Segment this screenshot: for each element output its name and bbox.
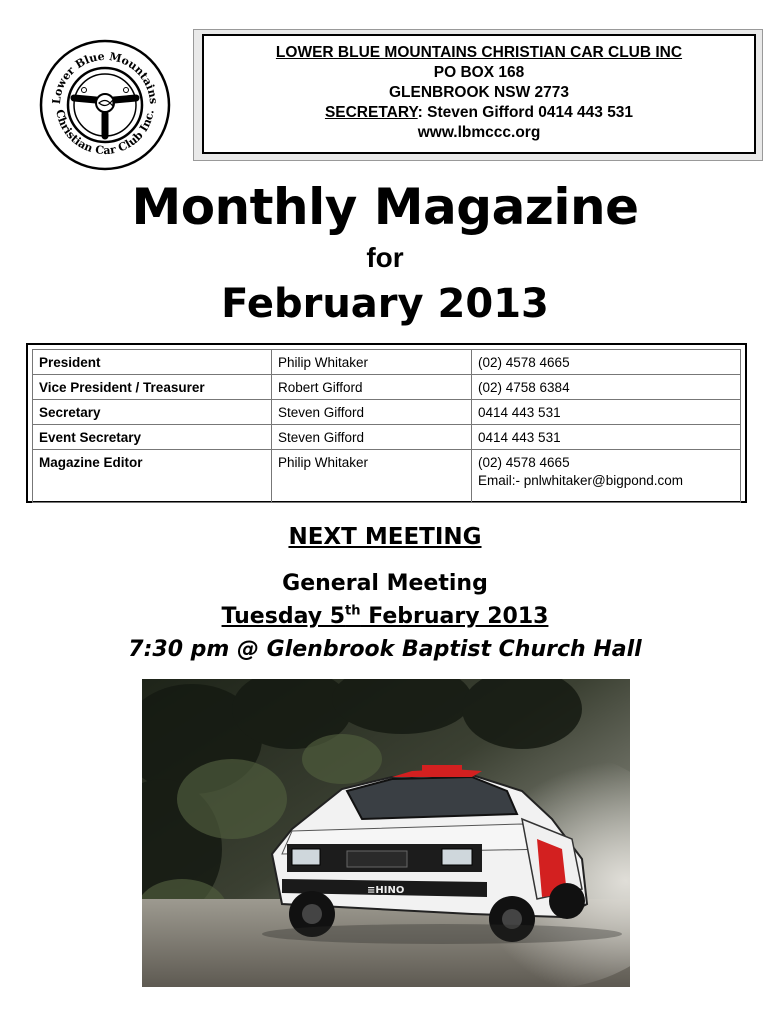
meeting-type: General Meeting <box>282 571 488 596</box>
committee-role: Vice President / Treasurer <box>33 375 272 400</box>
secretary-line <box>204 103 754 123</box>
committee-role: Magazine Editor <box>33 450 272 503</box>
magazine-issue: February 2013 <box>221 281 549 327</box>
po-box: PO BOX 168 <box>433 64 525 81</box>
meeting-date-suffix: th <box>345 603 361 619</box>
club-address: GLENBROOK NSW 2773 <box>388 84 569 101</box>
club-header-box <box>193 29 763 161</box>
table-row <box>33 350 741 375</box>
meeting-venue: 7:30 pm @ Glenbrook Baptist Church Hall <box>128 637 642 662</box>
committee-contact: 0414 443 531 <box>472 425 741 450</box>
committee-name: Steven Gifford <box>272 400 472 425</box>
club-logo <box>38 38 172 172</box>
committee-contact: (02) 4758 6384 <box>472 375 741 400</box>
meeting-date <box>0 601 770 633</box>
club-website: www.lbmccc.org <box>417 124 541 141</box>
logo-top-text: Lower Blue Mountains <box>49 49 161 105</box>
committee-table-frame <box>26 343 747 503</box>
committee-role: President <box>33 350 272 375</box>
next-meeting-heading: NEXT MEETING <box>288 524 482 550</box>
committee-name: Steven Gifford <box>272 425 472 450</box>
svg-text:≡HINO: ≡HINO <box>367 885 405 896</box>
committee-email: Email:- pnlwhitaker@bigpond.com <box>478 473 684 488</box>
club-name: LOWER BLUE MOUNTAINS CHRISTIAN CAR CLUB INC <box>275 44 683 61</box>
meeting-date-prefix: Tuesday 5 <box>221 604 346 629</box>
committee-contact: (02) 4578 4665 <box>478 455 570 470</box>
club-header-inner <box>202 34 756 154</box>
meeting-date-rest: February 2013 <box>360 604 549 629</box>
rally-car-photo <box>142 679 630 987</box>
table-row <box>33 375 741 400</box>
committee-contact-cell <box>472 450 741 503</box>
committee-name: Philip Whitaker <box>272 450 472 503</box>
committee-name: Robert Gifford <box>272 375 472 400</box>
committee-contact: (02) 4578 4665 <box>472 350 741 375</box>
secretary-value: : Steven Gifford 0414 443 531 <box>417 104 634 121</box>
secretary-label: SECRETARY <box>324 104 418 121</box>
table-row <box>33 425 741 450</box>
committee-name: Philip Whitaker <box>272 350 472 375</box>
table-row <box>33 450 741 503</box>
table-row <box>33 400 741 425</box>
magazine-for: for <box>366 242 404 273</box>
logo-bottom-text: Christian Car Club Inc. <box>53 108 157 158</box>
committee-role: Secretary <box>33 400 272 425</box>
committee-contact: 0414 443 531 <box>472 400 741 425</box>
committee-table <box>32 349 741 503</box>
committee-role: Event Secretary <box>33 425 272 450</box>
magazine-title: Monthly Magazine <box>131 178 639 236</box>
